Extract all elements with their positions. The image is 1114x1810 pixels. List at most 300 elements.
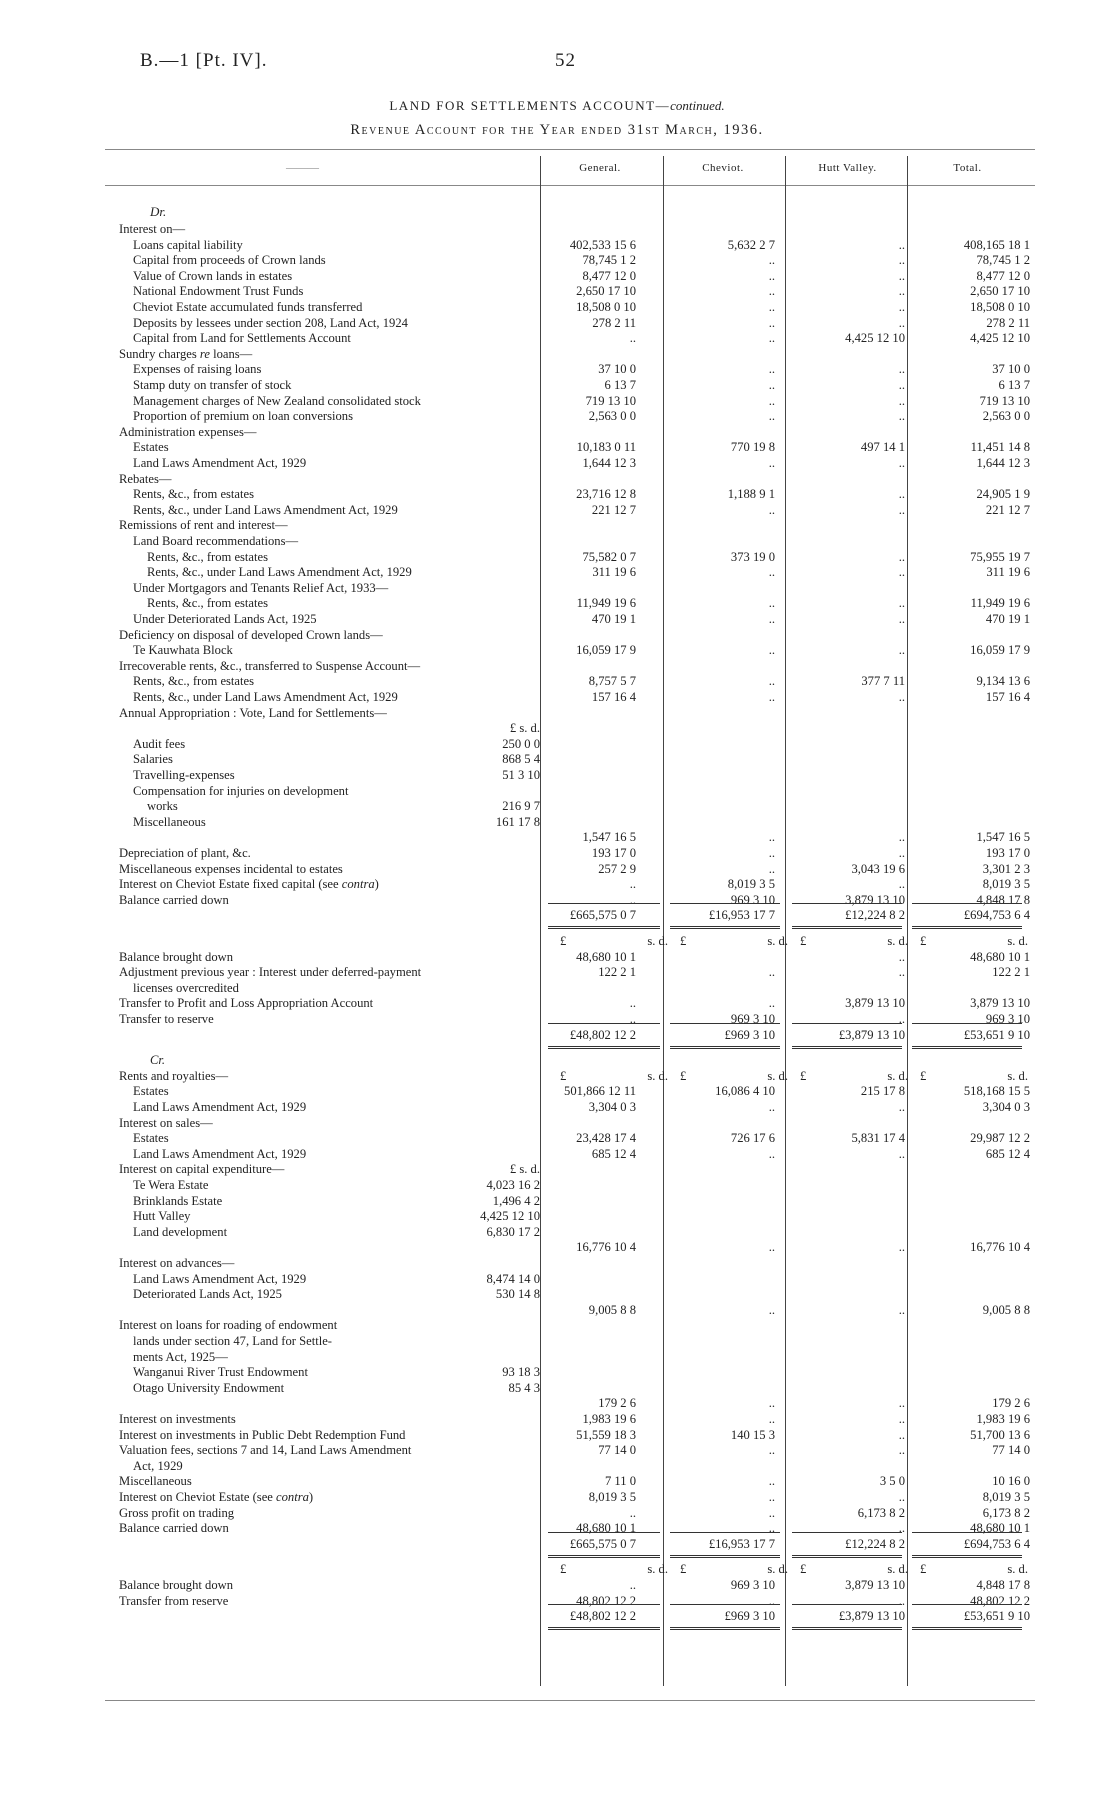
row-label: Interest on capital expenditure— — [119, 1162, 285, 1177]
cheviot-amount: .. — [768, 378, 775, 392]
hutt-valley-amount: .. — [898, 643, 905, 658]
total-amount: 48,680 10 1 — [970, 1521, 1030, 1536]
hutt-valley-amount: .. — [898, 846, 905, 860]
general-amount: 18,508 0 10 — [576, 300, 636, 314]
sub-amount: 868 5 4 — [502, 752, 540, 767]
total-amount: 157 16 4 — [985, 690, 1030, 704]
contra-ref: contra — [276, 1490, 309, 1504]
header-rule — [105, 185, 1035, 186]
row-label: Interest on advances— — [119, 1256, 235, 1270]
table-row — [0, 1239, 1114, 1255]
hutt-valley-amount: .. — [898, 268, 905, 283]
row-label: Deficiency on disposal of developed Crown lands— — [119, 627, 383, 642]
hutt-valley-amount: .. — [898, 315, 905, 330]
row-label: Annual Appropriation : Vote, Land for Settlements— — [119, 705, 387, 720]
row-label: Interest on investments in Public Debt Redemption Fund — [119, 1427, 406, 1442]
hutt-valley-amount: 3 5 0 — [879, 1474, 905, 1489]
debit-side-label: Dr. — [150, 204, 167, 219]
units-header: s. d. — [1007, 1068, 1028, 1083]
general-amount: 8,019 3 5 — [588, 1490, 636, 1504]
currency-symbol: £ — [560, 934, 567, 948]
hutt-valley-amount: .. — [898, 502, 905, 517]
cheviot-amount: .. — [768, 565, 775, 580]
row-label: Capital from Land for Settlements Account — [133, 331, 351, 346]
units-header: s. d. — [767, 934, 788, 948]
cheviot-amount: 16,086 4 10 — [715, 1084, 775, 1099]
total-amount: 6 13 7 — [998, 378, 1030, 392]
general-amount: .. — [629, 1578, 636, 1592]
table-row — [0, 767, 1114, 783]
cheviot-amount: .. — [768, 331, 775, 346]
units-header: s. d. — [1007, 1562, 1028, 1577]
currency-symbol: £ — [680, 934, 687, 948]
row-label: Depreciation of plant, &c. — [119, 846, 251, 860]
double-rule — [792, 1046, 902, 1049]
total-amount: 4,848 17 8 — [976, 1578, 1030, 1592]
total-rule — [548, 1532, 660, 1533]
table-row — [0, 751, 1114, 767]
hutt-valley-amount: .. — [898, 1443, 905, 1458]
cheviot-amount: .. — [768, 674, 775, 689]
total-amount: £694,753 6 4 — [963, 1536, 1030, 1551]
row-label: Rents, &c., from estates — [147, 549, 269, 564]
total-rule — [792, 1532, 902, 1533]
units-header: s. d. — [767, 1562, 788, 1577]
cheviot-amount: 1,188 9 1 — [727, 487, 775, 502]
row-label: Expenses of raising loans — [133, 362, 262, 377]
table-row — [0, 517, 1114, 533]
cheviot-amount: .. — [768, 1521, 775, 1536]
general-amount: 278 2 11 — [592, 315, 636, 330]
general-amount: 10,183 0 11 — [576, 440, 636, 455]
general-amount: 23,716 12 8 — [576, 487, 636, 502]
table-row — [0, 1561, 1114, 1577]
row-label: Under Deteriorated Lands Act, 1925 — [133, 612, 317, 626]
double-rule — [912, 926, 1022, 929]
cheviot-amount: .. — [768, 315, 775, 330]
row-label: Land Laws Amendment Act, 1929 — [133, 1146, 307, 1161]
total-amount: 969 3 10 — [985, 1012, 1030, 1026]
total-rule — [792, 903, 902, 904]
hutt-valley-amount: .. — [898, 965, 905, 980]
hutt-valley-amount: .. — [898, 1240, 905, 1255]
total-rule — [548, 1023, 660, 1024]
row-label: Stamp duty on transfer of stock — [133, 378, 292, 392]
double-rule — [912, 1627, 1022, 1630]
total-rule — [912, 1023, 1022, 1024]
table-row — [0, 1099, 1114, 1115]
total-amount: 6,173 8 2 — [982, 1505, 1030, 1520]
total-amount: 1,644 12 3 — [976, 456, 1030, 470]
double-rule — [548, 1046, 660, 1049]
row-label: Adjustment previous year : Interest under deferred-payment — [119, 965, 422, 980]
cheviot-amount: £16,953 17 7 — [708, 908, 775, 923]
units-header: s. d. — [1007, 934, 1028, 948]
general-amount: £665,575 0 7 — [569, 1536, 636, 1551]
currency-symbol: £ — [560, 1562, 567, 1577]
table-row — [0, 876, 1114, 892]
table-row — [0, 627, 1114, 643]
table-row — [0, 471, 1114, 487]
sub-amount: 93 18 3 — [502, 1365, 540, 1380]
row-label: Te Kauwhata Block — [133, 643, 233, 658]
total-rule — [792, 1604, 902, 1605]
hutt-valley-amount: .. — [898, 253, 905, 268]
row-label: Miscellaneous expenses incidental to estates — [119, 861, 343, 876]
double-rule — [670, 1555, 780, 1558]
cheviot-amount: 969 3 10 — [730, 1578, 775, 1592]
total-amount: 3,301 2 3 — [982, 861, 1030, 876]
general-amount: .. — [629, 996, 636, 1011]
cheviot-amount: .. — [768, 965, 775, 980]
row-label: works — [147, 799, 178, 814]
total-row — [0, 1536, 1114, 1552]
table-row — [0, 439, 1114, 455]
general-amount: 37 10 0 — [598, 362, 636, 377]
general-amount: 8,477 12 0 — [582, 268, 636, 283]
double-rule — [792, 926, 902, 929]
units-header: s. d. — [767, 1068, 788, 1083]
table-row — [0, 892, 1114, 908]
currency-symbol: £ — [800, 934, 807, 948]
table-row — [0, 798, 1114, 814]
table-row — [0, 221, 1114, 237]
cheviot-amount: .. — [768, 1505, 775, 1520]
general-amount: 719 13 10 — [585, 393, 636, 408]
total-amount: 8,477 12 0 — [976, 268, 1030, 283]
general-amount: .. — [629, 1012, 636, 1026]
row-label: Rents, &c., from estates — [133, 674, 255, 689]
hutt-valley-amount: 3,879 13 10 — [845, 1578, 905, 1592]
cheviot-amount: .. — [768, 1593, 775, 1608]
table-row — [0, 673, 1114, 689]
table-row — [0, 1083, 1114, 1099]
currency-symbol: £ — [920, 1562, 927, 1577]
row-label: Miscellaneous — [119, 1474, 192, 1489]
row-label: Interest on sales— — [119, 1115, 213, 1130]
table-row — [0, 283, 1114, 299]
table-row — [0, 346, 1114, 362]
total-amount: 4,848 17 8 — [976, 892, 1030, 907]
table-row — [0, 252, 1114, 268]
row-label: Estates — [133, 440, 169, 455]
row-label: ments Act, 1925— — [133, 1349, 228, 1364]
hutt-valley-amount: 5,831 17 4 — [851, 1131, 905, 1146]
cheviot-amount: .. — [768, 596, 775, 611]
row-label: Sundry charges re loans— — [119, 346, 253, 361]
table-row — [0, 720, 1114, 736]
table-row — [0, 580, 1114, 596]
row-label: lands under section 47, Land for Settle- — [133, 1334, 332, 1348]
cheviot-amount: .. — [768, 362, 775, 377]
hutt-valley-amount: .. — [898, 830, 905, 845]
row-label: Land Board recommendations— — [133, 534, 299, 548]
general-amount: 501,866 12 11 — [564, 1084, 636, 1099]
general-amount: 8,757 5 7 — [588, 674, 636, 689]
hutt-valley-amount: .. — [898, 949, 905, 964]
cheviot-amount: .. — [768, 502, 775, 517]
double-rule — [670, 1046, 780, 1049]
hutt-valley-amount: 4,425 12 10 — [845, 331, 905, 346]
row-label: Otago University Endowment — [133, 1380, 285, 1395]
total-amount: 1,547 16 5 — [976, 830, 1030, 845]
total-amount: 685 12 4 — [985, 1146, 1030, 1161]
general-amount: 1,547 16 5 — [582, 830, 636, 845]
row-label: Value of Crown lands in estates — [133, 268, 293, 283]
total-rule — [792, 1023, 902, 1024]
row-label: Deposits by lessees under section 208, Land Act, 1924 — [133, 315, 408, 330]
total-rule — [670, 1023, 780, 1024]
row-label: Travelling-expenses — [133, 768, 235, 782]
table-row — [0, 1442, 1114, 1458]
total-rule — [912, 1604, 1022, 1605]
row-label: Transfer to Profit and Loss Appropriation Account — [119, 996, 374, 1011]
total-rule — [912, 903, 1022, 904]
table-row — [0, 1427, 1114, 1443]
cheviot-amount: .. — [768, 996, 775, 1011]
double-rule — [792, 1555, 902, 1558]
sub-amount: 216 9 7 — [502, 799, 540, 814]
cheviot-amount: 969 3 10 — [730, 1012, 775, 1026]
table-row — [0, 1271, 1114, 1287]
general-amount: 1,983 19 6 — [582, 1412, 636, 1426]
re-word: re — [199, 346, 210, 361]
total-amount: 48,680 10 1 — [970, 949, 1030, 964]
cheviot-amount: .. — [768, 268, 775, 283]
general-amount: 685 12 4 — [591, 1146, 636, 1161]
general-amount: 2,563 0 0 — [588, 409, 636, 424]
cheviot-amount: .. — [768, 1474, 775, 1489]
table-row — [0, 502, 1114, 518]
double-rule — [912, 1555, 1022, 1558]
general-amount: .. — [629, 1505, 636, 1520]
currency-symbol: £ — [800, 1068, 807, 1083]
hutt-valley-amount: .. — [898, 1521, 905, 1536]
table-row — [0, 829, 1114, 845]
hutt-valley-amount: .. — [898, 487, 905, 502]
general-amount: .. — [629, 877, 636, 892]
row-label: Interest on Cheviot Estate fixed capital (see contra) — [119, 877, 379, 892]
cheviot-amount: £969 3 10 — [724, 1609, 775, 1624]
table-row — [0, 1520, 1114, 1536]
row-label: Rents, &c., from estates — [133, 487, 255, 502]
column-header-total: Total. — [953, 162, 982, 174]
row-label: Wanganui River Trust Endowment — [133, 1365, 308, 1380]
general-amount: 23,428 17 4 — [576, 1131, 636, 1146]
row-label: Te Wera Estate — [133, 1178, 209, 1192]
hutt-valley-amount: 6,173 8 2 — [857, 1505, 905, 1520]
hutt-valley-amount: .. — [898, 596, 905, 611]
cheviot-amount: .. — [768, 830, 775, 845]
table-row — [0, 1364, 1114, 1380]
row-label: Balance carried down — [119, 1521, 229, 1536]
total-amount: £694,753 6 4 — [963, 908, 1030, 923]
credit-side-label: Cr. — [150, 1053, 166, 1068]
total-amount: 75,955 19 7 — [970, 549, 1030, 564]
table-row — [0, 1286, 1114, 1302]
units-header: s. d. — [647, 934, 668, 948]
table-row — [0, 393, 1114, 409]
cheviot-amount: 770 19 8 — [730, 440, 775, 455]
row-label: Interest on Cheviot Estate (see contra) — [119, 1490, 314, 1504]
row-label: Interest on— — [119, 222, 186, 236]
hutt-valley-amount: .. — [898, 237, 905, 252]
units-header: s. d. — [647, 1068, 668, 1083]
cheviot-amount: .. — [768, 643, 775, 658]
cheviot-amount: .. — [768, 1443, 775, 1458]
hutt-valley-amount: .. — [898, 1412, 905, 1426]
row-label: Management charges of New Zealand consolidated stock — [133, 393, 421, 408]
general-amount: £48,802 12 2 — [569, 1027, 636, 1042]
currency-symbol: £ — [920, 934, 927, 948]
total-amount: £53,651 9 10 — [963, 1027, 1030, 1042]
cheviot-amount: .. — [768, 253, 775, 268]
table-row — [0, 533, 1114, 549]
total-amount: 29,987 12 2 — [970, 1131, 1030, 1146]
total-amount: 16,059 17 9 — [970, 643, 1030, 658]
cheviot-amount: .. — [768, 1490, 775, 1504]
column-header-cheviot: Cheviot. — [702, 162, 744, 174]
sub-amount: 4,023 16 2 — [486, 1178, 540, 1192]
table-row — [0, 1161, 1114, 1177]
double-rule — [792, 1627, 902, 1630]
table-row — [0, 564, 1114, 580]
table-row — [0, 689, 1114, 705]
total-amount: 408,165 18 1 — [963, 237, 1030, 252]
total-amount: 179 2 6 — [992, 1396, 1030, 1411]
general-amount: 16,059 17 9 — [576, 643, 636, 658]
row-label: Brinklands Estate — [133, 1193, 223, 1208]
cheviot-amount: .. — [768, 393, 775, 408]
row-label: Administration expenses— — [119, 424, 257, 439]
table-row — [0, 237, 1114, 253]
table-row — [0, 1130, 1114, 1146]
total-amount: 3,879 13 10 — [970, 996, 1030, 1011]
row-label: Salaries — [133, 752, 173, 767]
hutt-valley-amount: 215 17 8 — [860, 1084, 905, 1099]
cheviot-amount: 373 19 0 — [730, 549, 775, 564]
row-label: Cheviot Estate accumulated funds transferred — [133, 300, 363, 314]
table-row — [0, 964, 1114, 980]
hutt-valley-amount: .. — [898, 1012, 905, 1026]
title-main: LAND FOR SETTLEMENTS ACCOUNT— — [389, 98, 671, 113]
row-label: Balance brought down — [119, 949, 234, 964]
general-amount: 3,304 0 3 — [588, 1100, 636, 1114]
table-row — [0, 1224, 1114, 1240]
row-label: Balance carried down — [119, 892, 229, 907]
hutt-valley-amount: .. — [898, 565, 905, 580]
column-header-dash: ——— — [286, 162, 319, 174]
general-amount: 11,949 19 6 — [576, 596, 636, 611]
general-amount: 402,533 15 6 — [569, 237, 636, 252]
general-amount: £665,575 0 7 — [569, 908, 636, 923]
general-amount: 75,582 0 7 — [582, 549, 636, 564]
row-label: National Endowment Trust Funds — [133, 284, 304, 299]
page-header-ref: B.—1 [Pt. IV]. — [140, 50, 268, 71]
hutt-valley-amount: 377 7 11 — [861, 674, 905, 689]
table-row — [0, 783, 1114, 799]
table-row — [0, 1011, 1114, 1027]
general-amount: 48,680 10 1 — [576, 949, 636, 964]
sub-amount: 85 4 3 — [508, 1380, 540, 1395]
cheviot-amount: .. — [768, 409, 775, 424]
total-amount: 8,019 3 5 — [982, 1490, 1030, 1504]
column-header-general: General. — [579, 162, 621, 174]
general-amount: 193 17 0 — [591, 846, 636, 860]
table-row — [0, 377, 1114, 393]
total-amount: 1,983 19 6 — [976, 1412, 1030, 1426]
table-row — [0, 408, 1114, 424]
currency-symbol: £ — [680, 1068, 687, 1083]
hutt-valley-amount: 3,879 13 10 — [845, 996, 905, 1011]
general-amount: 2,650 17 10 — [576, 284, 636, 299]
total-rule — [548, 1604, 660, 1605]
total-amount: 11,451 14 8 — [970, 440, 1030, 455]
units-header: s. d. — [887, 1562, 908, 1577]
table-row — [0, 455, 1114, 471]
hutt-valley-amount: .. — [898, 1490, 905, 1504]
total-amount: 16,776 10 4 — [970, 1240, 1030, 1255]
currency-symbol: £ — [920, 1068, 927, 1083]
total-rule — [670, 1604, 780, 1605]
general-amount: 311 19 6 — [592, 565, 636, 580]
total-rule — [670, 903, 780, 904]
sub-amount: 250 0 0 — [502, 736, 540, 751]
units-header: s. d. — [887, 1068, 908, 1083]
double-rule — [548, 1555, 660, 1558]
total-amount: 2,650 17 10 — [970, 284, 1030, 299]
table-row — [0, 1052, 1114, 1068]
row-label: Remissions of rent and interest— — [119, 518, 288, 533]
cheviot-amount: 5,632 2 7 — [727, 237, 775, 252]
total-amount: 51,700 13 6 — [970, 1427, 1030, 1442]
total-row — [0, 1027, 1114, 1043]
row-label: Loans capital liability — [133, 237, 243, 252]
table-row — [0, 814, 1114, 830]
table-row — [0, 361, 1114, 377]
bottom-rule — [105, 1700, 1035, 1701]
cheviot-amount: .. — [768, 1302, 775, 1317]
total-rule — [548, 903, 660, 904]
table-row — [0, 486, 1114, 502]
table-row — [0, 642, 1114, 658]
hutt-valley-amount: .. — [898, 1302, 905, 1317]
table-row — [0, 980, 1114, 996]
table-row — [0, 995, 1114, 1011]
hutt-valley-amount: .. — [898, 1100, 905, 1114]
cheviot-amount: .. — [768, 861, 775, 876]
total-row — [0, 1608, 1114, 1624]
total-amount: 9,005 8 8 — [982, 1302, 1030, 1317]
cheviot-amount: .. — [768, 1240, 775, 1255]
table-row — [0, 1489, 1114, 1505]
title-continued: continued. — [670, 98, 725, 113]
total-amount: 470 19 1 — [985, 612, 1030, 626]
table-row — [0, 299, 1114, 315]
total-amount: 77 14 0 — [992, 1443, 1030, 1458]
table-row — [0, 1333, 1114, 1349]
hutt-valley-amount: .. — [898, 1146, 905, 1161]
table-row — [0, 1395, 1114, 1411]
currency-symbol: £ — [680, 1562, 687, 1577]
row-label: Under Mortgagors and Tenants Relief Act, 1933— — [133, 580, 389, 595]
general-amount: 77 14 0 — [598, 1443, 636, 1458]
cheviot-amount: .. — [768, 284, 775, 299]
table-row — [0, 1577, 1114, 1593]
general-amount: 1,644 12 3 — [582, 456, 636, 470]
total-amount: 10 16 0 — [992, 1474, 1030, 1489]
general-amount: 470 19 1 — [591, 612, 636, 626]
